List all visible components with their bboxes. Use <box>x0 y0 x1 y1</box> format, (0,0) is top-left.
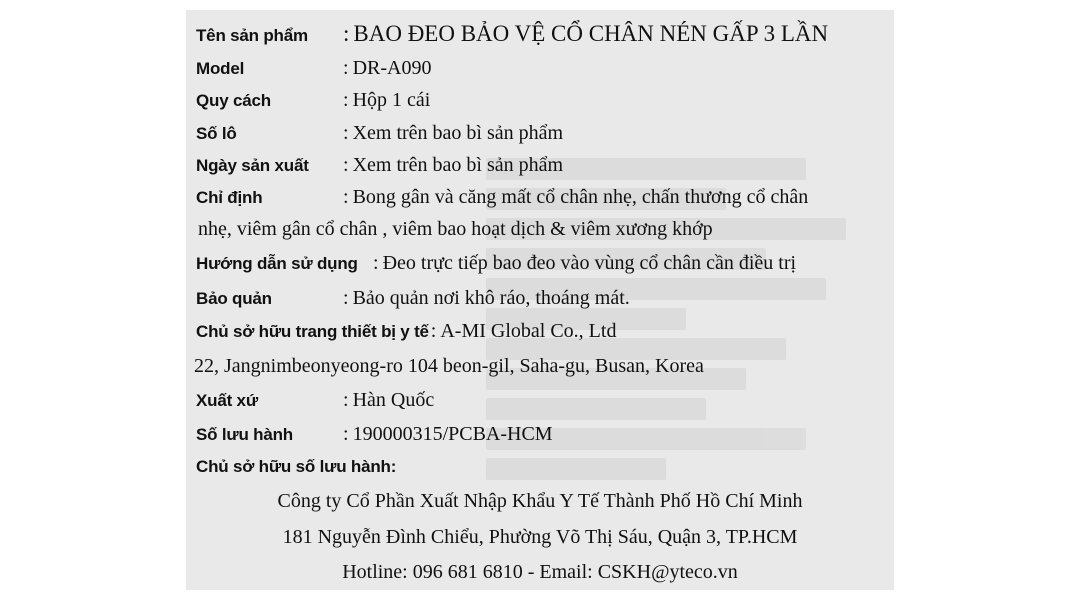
separator: : <box>343 89 349 111</box>
row-device-owner <box>196 319 616 344</box>
separator: : <box>343 389 349 411</box>
separator: : <box>343 57 349 79</box>
label-product-name: Tên sản phẩm <box>196 26 308 45</box>
device-owner-address: 22, Jangnimbeonyeong-ro 104 beon-gil, Saha-gu, Busan, Korea <box>194 355 704 377</box>
value-indication: Bong gân và căng mất cổ chân nhẹ, chấn thương cổ chân <box>352 186 809 208</box>
label-usage-instructions: Hướng dẫn sử dụng <box>196 254 358 273</box>
separator: : <box>430 320 437 342</box>
row-packaging <box>196 88 430 113</box>
row-manufacture-date <box>196 153 563 178</box>
value-model: DR-A090 <box>352 57 432 79</box>
row-indication <box>196 185 808 210</box>
separator: : <box>343 122 349 144</box>
product-label-sheet <box>186 10 894 590</box>
registrant-company: Công ty Cổ Phần Xuất Nhập Khẩu Y Tế Thành Phố Hồ Chí Minh <box>277 490 803 512</box>
value-origin: Hàn Quốc <box>352 389 435 411</box>
value-device-owner: A-MI Global Co., Ltd <box>440 320 617 342</box>
registrant-contact: Hotline: 096 681 6810 - Email: CSKH@yteco.vn <box>342 561 738 583</box>
value-manufacture-date: Xem trên bao bì sản phẩm <box>352 154 564 176</box>
row-lot-number <box>196 121 563 146</box>
value-usage-instructions: Đeo trực tiếp bao đeo vào vùng cổ chân cần điều trị <box>382 252 797 274</box>
value-product-name: BAO ĐEO BẢO VỆ CỔ CHÂN NÉN GẤP 3 LẦN <box>353 21 829 46</box>
label-packaging: Quy cách <box>196 91 271 110</box>
value-packaging: Hộp 1 cái <box>352 89 431 111</box>
indication-continued: nhẹ, viêm gân cổ chân , viêm bao hoạt dịch & viêm xương khớp <box>198 218 713 240</box>
value-registration-number: 190000315/PCBA-HCM <box>352 423 553 445</box>
row-product-name <box>196 22 828 48</box>
label-lot-number: Số lô <box>196 124 237 143</box>
label-registration-number: Số lưu hành <box>196 425 293 444</box>
separator: : <box>343 21 350 46</box>
row-model <box>196 56 431 81</box>
row-usage-instructions <box>196 251 796 276</box>
label-model: Model <box>196 59 245 78</box>
label-device-owner: Chủ sở hữu trang thiết bị y tế <box>196 322 429 341</box>
value-storage: Bảo quản nơi khô ráo, thoáng mát. <box>352 287 630 309</box>
row-storage <box>196 286 630 311</box>
separator: : <box>343 287 349 309</box>
label-origin: Xuất xứ <box>196 391 258 410</box>
label-manufacture-date: Ngày sản xuất <box>196 156 309 175</box>
registrant-address: 181 Nguyễn Đình Chiểu, Phường Võ Thị Sáu, Quận 3, TP.HCM <box>282 526 798 548</box>
separator: : <box>343 186 349 208</box>
row-registration-owner <box>196 454 396 479</box>
row-registration-number <box>196 422 553 447</box>
label-storage: Bảo quản <box>196 289 272 308</box>
label-registration-owner: Chủ sở hữu số lưu hành: <box>196 457 397 476</box>
separator: : <box>343 154 349 176</box>
label-indication: Chỉ định <box>196 188 263 207</box>
row-origin <box>196 388 434 413</box>
value-lot-number: Xem trên bao bì sản phẩm <box>352 122 564 144</box>
separator: : <box>343 423 349 445</box>
separator: : <box>373 252 379 274</box>
